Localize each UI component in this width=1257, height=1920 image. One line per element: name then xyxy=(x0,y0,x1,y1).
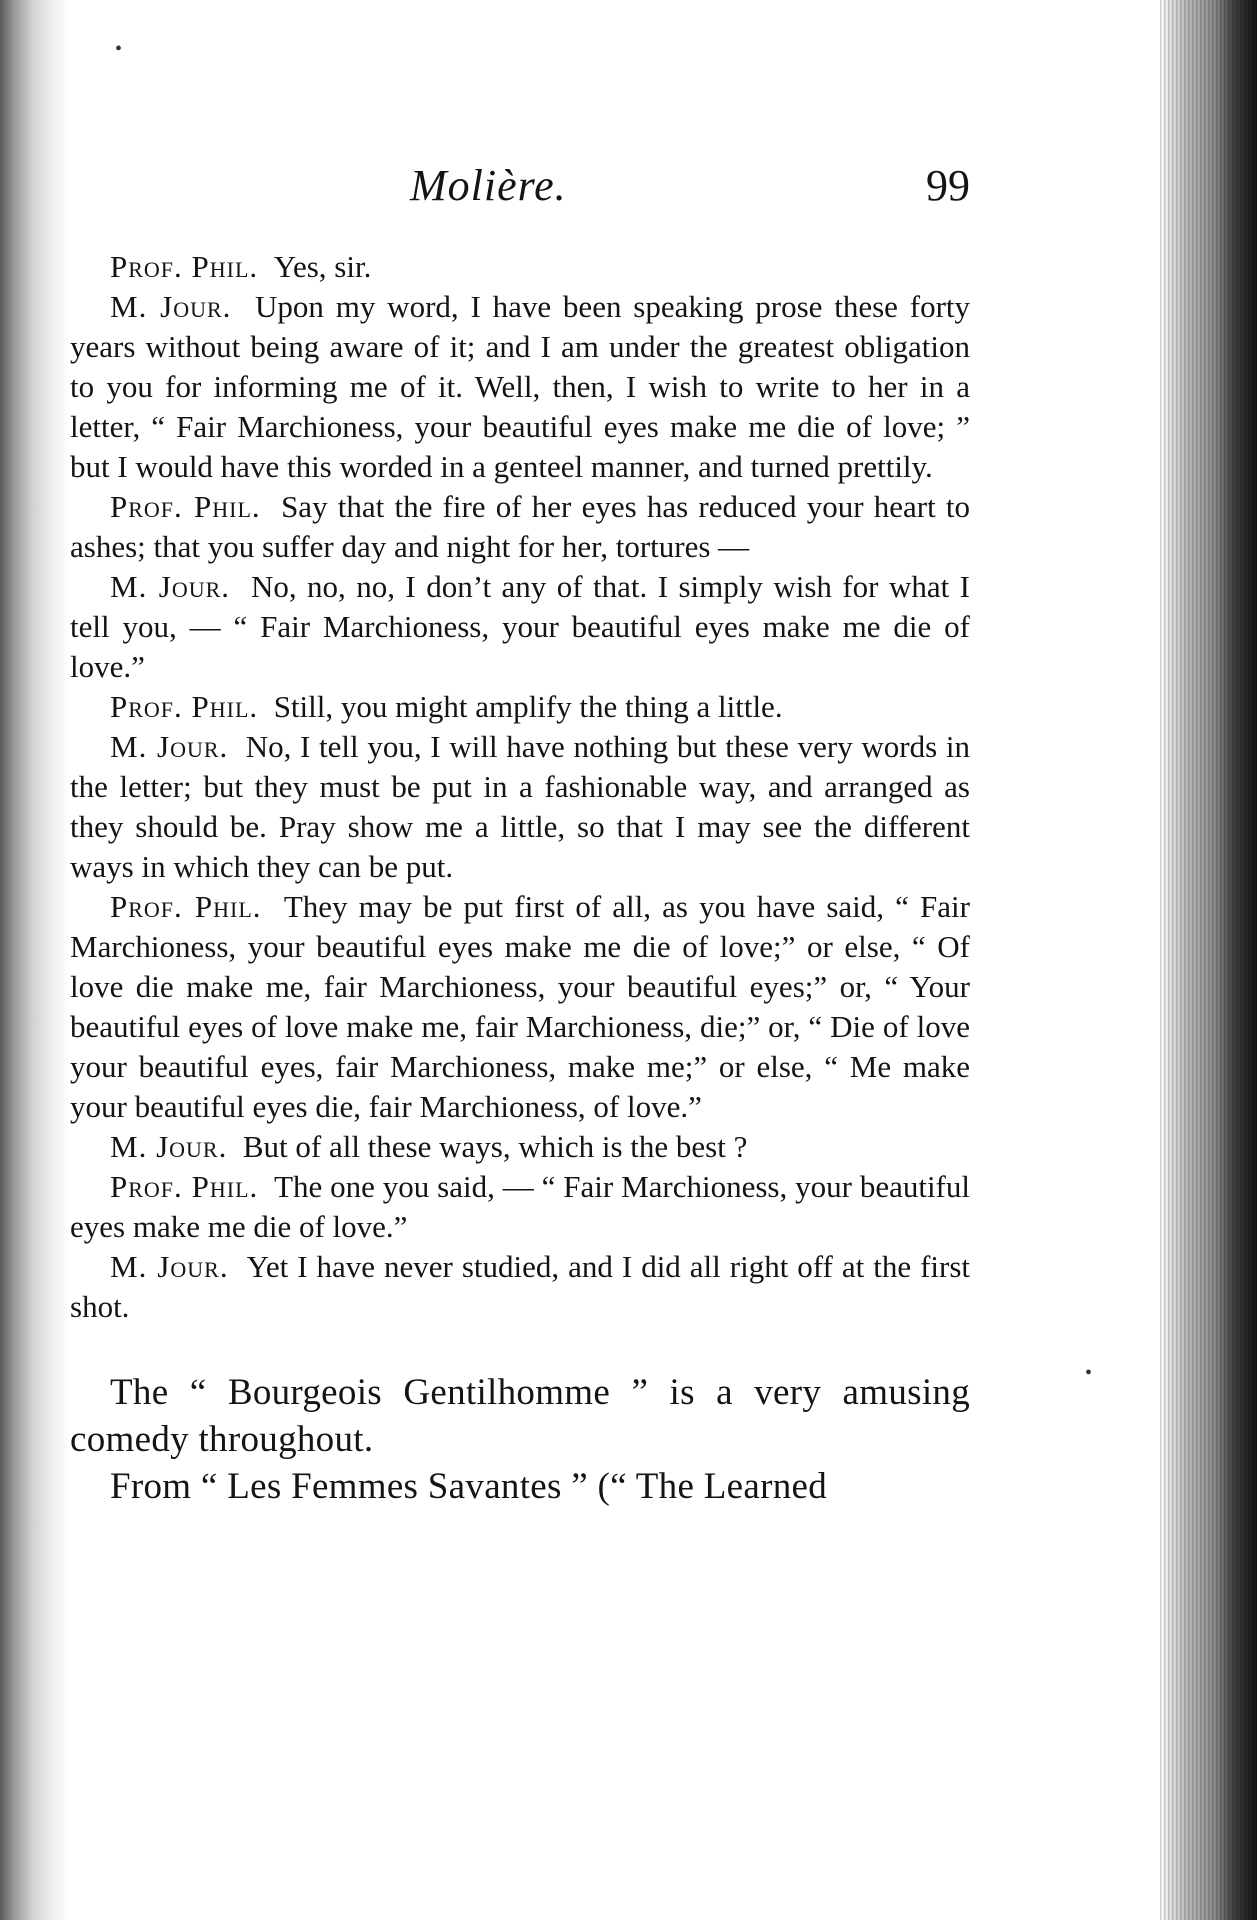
dialogue-line xyxy=(70,727,970,887)
page-right-edge-shadow xyxy=(1160,0,1257,1920)
dialogue-text: Upon my word, I have been speaking prose these forty years without being aware of it; and I am under the greatest obligation to you for informing me of it. Well, then, I wish to write to her in a letter, “ Fair Marchioness, your beautiful eyes make me die of love; ” but I would have this worded in a genteel manner, and turned prettily. xyxy=(70,289,971,484)
page-body xyxy=(70,247,970,1510)
speaker-name: Prof. Phil. xyxy=(110,889,262,924)
dialogue-line xyxy=(70,887,970,1127)
dialogue-text: But of all these ways, which is the best ? xyxy=(242,1129,748,1164)
speaker-name: Prof. Phil. xyxy=(110,1169,259,1204)
dialogue-line xyxy=(70,567,970,687)
ink-speck: • xyxy=(115,38,123,60)
speaker-name: Prof. Phil. xyxy=(110,489,261,524)
speaker-name: M. Jour. xyxy=(110,1249,229,1284)
speaker-name: M. Jour. xyxy=(110,729,229,764)
dialogue-text: They may be put first of all, as you have said, “ Fair Marchioness, your beautiful eyes make me die of love;” or else, “ Of love die make me, fair Marchioness, your beautiful eyes;” or, “ Your beautiful eyes of love make me, fair Marchioness, die;” or, “ Die of love your beautiful eyes, fair Marchioness, make me;” or else, “ Me make your beautiful eyes die, fair Marchioness, of love.” xyxy=(70,889,970,1124)
dialogue-text: Say that the fire of her eyes has reduced your heart to ashes; that you suffer day and night for her, tortures — xyxy=(70,489,971,564)
dialogue-line xyxy=(70,287,970,487)
speaker-name: M. Jour. xyxy=(110,1129,228,1164)
dialogue-text: The one you said, — “ Fair Marchioness, your beautiful eyes make me die of love.” xyxy=(70,1169,970,1244)
speaker-name: M. Jour. xyxy=(110,289,232,324)
narrative-section xyxy=(70,1369,970,1510)
dialogue-line xyxy=(70,487,970,567)
speaker-name: M. Jour. xyxy=(110,569,231,604)
dialogue-line xyxy=(70,1167,970,1247)
narrative-paragraph: From “ Les Femmes Savantes ” (“ The Learned xyxy=(110,1466,828,1507)
dialogue-text: Still, you might amplify the thing a little. xyxy=(273,689,783,724)
dialogue-line xyxy=(70,687,970,727)
narrative-paragraph: The “ Bourgeois Gentilhomme ” is a very amusing comedy throughout. xyxy=(70,1372,970,1460)
page-header xyxy=(70,160,970,220)
dialogue-text: Yet I have never studied, and I did all right off at the first shot. xyxy=(70,1249,971,1324)
ink-speck: • xyxy=(1085,1362,1093,1384)
dialogue-line xyxy=(70,1247,970,1327)
dialogue-line xyxy=(70,1127,970,1167)
dialogue-text: No, no, no, I don’t any of that. I simply wish for what I tell you, — “ Fair Marchioness, your beautiful eyes make me die of love.” xyxy=(70,569,970,684)
page-left-gutter-shadow xyxy=(0,0,70,1920)
running-head-title: Molière. xyxy=(410,161,567,210)
page-number: 99 xyxy=(926,161,970,210)
dialogue-text: No, I tell you, I will have nothing but these very words in the letter; but they must be put in a fashionable way, and arranged as they should be. Pray show me a little, so that I may see the different ways in which they can be put. xyxy=(70,729,970,884)
dialogue-section xyxy=(70,247,970,1327)
dialogue-text: Yes, sir. xyxy=(273,249,372,284)
speaker-name: Prof. Phil. xyxy=(110,689,259,724)
speaker-name: Prof. Phil. xyxy=(110,249,259,284)
dialogue-line xyxy=(70,247,970,287)
